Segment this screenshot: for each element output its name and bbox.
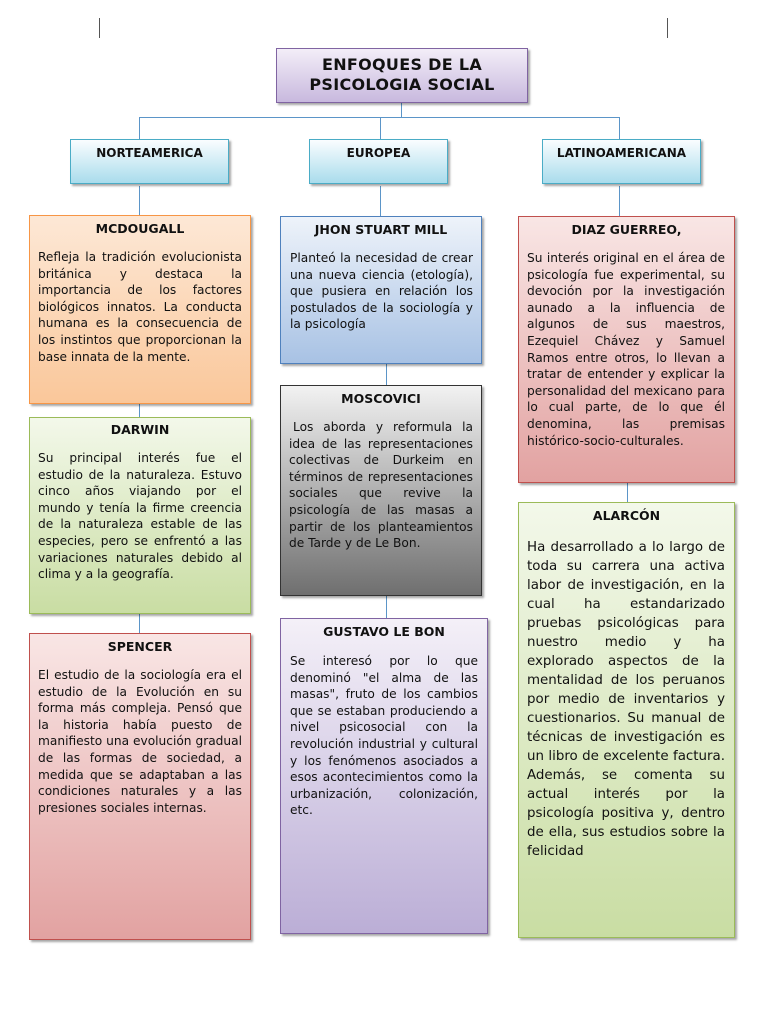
connector-mcdougall-darwin bbox=[139, 404, 140, 417]
branch-europea-label: EUROPEA bbox=[346, 146, 411, 160]
branch-latinoamericana bbox=[542, 139, 701, 184]
branch-latinoamericana-label: LATINOAMERICANA bbox=[556, 146, 687, 160]
node-darwin-title: DARWIN bbox=[110, 422, 170, 437]
branch-norteamerica-label: NORTEAMERICA bbox=[96, 146, 203, 160]
connector-darwin-spencer bbox=[139, 614, 140, 633]
title-box bbox=[276, 48, 528, 103]
node-lebon-text: Se interesó por lo que denominó "el alma de las masas", fruto de los cambios que se estaban produciendo a nivel psicosocial con la revolución industrial y cultural y los fenómenos asociados a esos acontecimientos como la urbanización, colonización, etc. bbox=[290, 654, 478, 818]
connector-norteamerica bbox=[139, 117, 140, 139]
node-spencer-text: El estudio de la sociología era el estudio de la Evolución en su forma más compleja. Pensó que la historia había puesto de manifiesto una evolución gradual de las formas de sociedad, a medida que se adaptaban a las condiciones naturales y a las presiones sociales internas. bbox=[38, 668, 242, 815]
node-spencer bbox=[29, 633, 251, 940]
node-alarcon-text: Ha desarrollado a lo largo de toda su carrera una activa labor de investigación, en la cual ha estandarizado pruebas psicológicas para nuestro medio y ha explorado aspectos de la mentalidad de los peruanos por medio de inventarios y cuestionarios. Su manual de técnicas de investigación es un libro de excelente factura. Además, se comenta su actual interés por la psicología positiva y, dentro de ella, sus estudios sobre la felicidad bbox=[527, 540, 725, 859]
node-alarcon-title: ALARCÓN bbox=[592, 508, 661, 523]
node-diaz-title: DIAZ GUERREO, bbox=[571, 222, 682, 237]
connector-title-down bbox=[401, 103, 402, 117]
node-lebon-title: GUSTAVO LE BON bbox=[323, 624, 445, 639]
node-diaz bbox=[518, 216, 735, 483]
node-spencer-title: SPENCER bbox=[107, 639, 173, 654]
node-alarcon bbox=[518, 502, 735, 938]
connector-norteamerica-mcdougall bbox=[139, 186, 140, 215]
node-mcdougall-text: Refleja la tradición evolucionista británica y destaca la importancia de los factores biológicos innatos. La conducta humana es la consecuencia de los instintos que proporcionan la base innata de la mente. bbox=[38, 250, 242, 364]
node-darwin bbox=[29, 417, 251, 614]
node-lebon bbox=[280, 618, 488, 934]
connector-latinoamericana bbox=[619, 117, 620, 139]
node-moscovici bbox=[280, 385, 482, 596]
branch-norteamerica bbox=[70, 139, 229, 184]
page-margin-mark-left bbox=[99, 18, 100, 38]
node-mill bbox=[280, 216, 482, 364]
node-moscovici-title: MOSCOVICI bbox=[341, 391, 421, 406]
node-mcdougall-title: MCDOUGALL bbox=[95, 221, 185, 236]
node-darwin-text: Su principal interés fue el estudio de la naturaleza. Estuvo cinco años viajando por el mundo y tenía la firme creencia de la naturaleza estable de las especies, pero se enfrentó a las variaciones naturales debido al clima y a la geografía. bbox=[38, 451, 242, 582]
node-mill-title: JHON STUART MILL bbox=[314, 222, 448, 237]
connector-diaz-alarcon bbox=[627, 483, 628, 502]
connector-europea-mill bbox=[380, 186, 381, 216]
node-diaz-text: Su interés original en el área de psicología fue experimental, su devoción por la investigación aunado a la influencia de algunos de sus maestros, Ezequiel Chávez y Samuel Ramos entre otros, lo llevan a tratar de entender y explicar la personalidad del mexicano para lo cual parte, de lo que él denomina, las premisas histórico-socio-culturales. bbox=[527, 251, 725, 448]
connector-europea bbox=[380, 117, 381, 139]
connector-latino-diaz bbox=[619, 186, 620, 216]
connector-moscovici-lebon bbox=[386, 596, 387, 618]
branch-europea bbox=[309, 139, 448, 184]
node-moscovici-text: Los aborda y reformula la idea de las representaciones colectivas de Durkeim en términos de representaciones sociales que revive la psicología de las masas a partir de los planteamientos de Tarde y de Le Bon. bbox=[289, 420, 473, 551]
node-mill-text: Planteó la necesidad de crear una nueva ciencia (etología), que pusiera en relación los postulados de la sociología y la psicología bbox=[290, 251, 473, 332]
page-margin-mark-right bbox=[667, 18, 668, 38]
diagram-title: ENFOQUES DE LA PSICOLOGIA SOCIAL bbox=[309, 55, 495, 94]
node-mcdougall bbox=[29, 215, 251, 404]
